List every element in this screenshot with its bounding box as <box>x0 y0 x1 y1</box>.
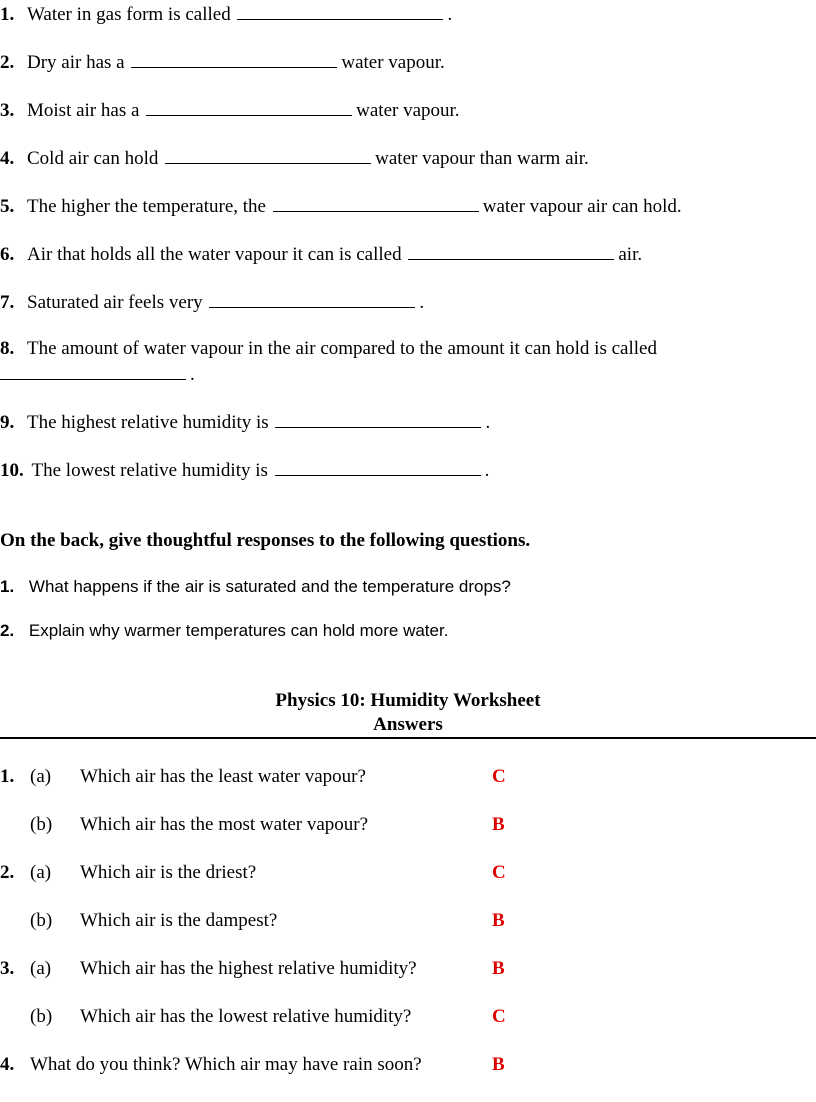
answer-value: B <box>492 814 505 835</box>
answer-blank[interactable] <box>209 290 415 308</box>
answer-question: Which air has the highest relative humidity? <box>80 958 417 979</box>
question-number: 7. <box>0 292 15 313</box>
answer-part: (b) <box>30 814 53 835</box>
answer-blank[interactable] <box>275 458 481 476</box>
question-number: 2. <box>0 621 15 640</box>
back-question-2 <box>0 621 448 641</box>
answer-blank[interactable] <box>0 362 186 380</box>
question-suffix: water vapour than warm air. <box>375 148 589 169</box>
question-number: 1. <box>0 4 15 25</box>
question-number: 2. <box>0 52 15 73</box>
answer-value: B <box>492 910 505 931</box>
question-number: 5. <box>0 196 15 217</box>
answer-value: B <box>492 1054 505 1075</box>
question-3 <box>0 98 460 122</box>
question-suffix: air. <box>618 244 643 265</box>
answer-number: 3. <box>0 958 15 979</box>
question-text: Moist air has a <box>27 100 140 121</box>
question-suffix: water vapour air can hold. <box>482 196 682 217</box>
answer-blank[interactable] <box>273 194 479 212</box>
back-question-1 <box>0 577 511 597</box>
question-number: 3. <box>0 100 15 121</box>
answer-question: Which air has the most water vapour? <box>80 814 369 835</box>
question-text: Dry air has a <box>27 52 125 73</box>
question-text: Air that holds all the water vapour it can is called <box>27 244 402 265</box>
answer-blank[interactable] <box>165 146 371 164</box>
answer-question: Which air has the lowest relative humidity? <box>80 1006 412 1027</box>
question-number: 6. <box>0 244 15 265</box>
question-text: Cold air can hold <box>27 148 159 169</box>
back-heading: On the back, give thoughtful responses to the following questions. <box>0 530 531 551</box>
answer-number: 1. <box>0 766 15 787</box>
question-9 <box>0 410 490 434</box>
answer-row <box>0 1054 505 1076</box>
answer-value: B <box>492 958 505 979</box>
question-text: The higher the temperature, the <box>27 196 266 217</box>
question-number: 10. <box>0 460 24 481</box>
answer-row <box>0 910 505 932</box>
question-text: Explain why warmer temperatures can hold more water. <box>28 621 449 640</box>
answer-number: 4. <box>0 1054 15 1075</box>
answer-part: (a) <box>30 766 52 787</box>
answer-row <box>0 814 505 836</box>
question-suffix: . <box>447 4 453 25</box>
answer-question: Which air is the driest? <box>80 862 257 883</box>
question-text: What happens if the air is saturated and the temperature drops? <box>28 577 511 596</box>
answer-row <box>0 766 506 788</box>
question-text: The lowest relative humidity is <box>31 460 268 481</box>
question-number: 4. <box>0 148 15 169</box>
answer-part: (a) <box>30 862 52 883</box>
question-6 <box>0 242 642 266</box>
question-text: The amount of water vapour in the air compared to the amount it can hold is called <box>27 338 657 359</box>
question-suffix: . <box>485 412 491 433</box>
question-10 <box>0 458 489 482</box>
question-text: Water in gas form is called <box>27 4 231 25</box>
answer-question: What do you think? Which air may have rain soon? <box>30 1054 422 1075</box>
question-7 <box>0 290 424 314</box>
answer-number: 2. <box>0 862 15 883</box>
answer-value: C <box>492 766 506 787</box>
question-suffix: water vapour. <box>356 100 460 121</box>
question-suffix: . <box>484 460 490 481</box>
question-number: 1. <box>0 577 15 596</box>
question-suffix: water vapour. <box>341 52 445 73</box>
answer-blank[interactable] <box>146 98 352 116</box>
answer-part: (a) <box>30 958 52 979</box>
question-4 <box>0 146 589 170</box>
answer-part: (b) <box>30 910 53 931</box>
answer-blank[interactable] <box>408 242 614 260</box>
answer-blank[interactable] <box>237 2 443 20</box>
answer-question: Which air has the least water vapour? <box>80 766 366 787</box>
question-1 <box>0 2 452 26</box>
question-8-blank-line <box>0 362 195 386</box>
question-text: The highest relative humidity is <box>27 412 269 433</box>
page-title: Physics 10: Humidity Worksheet <box>275 690 541 711</box>
question-text: Saturated air feels very <box>27 292 203 313</box>
answer-question: Which air is the dampest? <box>80 910 278 931</box>
answer-blank[interactable] <box>131 50 337 68</box>
answer-value: C <box>492 862 506 883</box>
divider <box>0 737 816 739</box>
page-subtitle: Answers <box>373 714 443 735</box>
answer-value: C <box>492 1006 506 1027</box>
question-number: 9. <box>0 412 15 433</box>
question-number: 8. <box>0 338 15 359</box>
answer-row <box>0 862 506 884</box>
question-8 <box>0 338 657 360</box>
question-suffix: . <box>419 292 425 313</box>
answer-part: (b) <box>30 1006 53 1027</box>
answer-row <box>0 1006 506 1028</box>
question-suffix: . <box>190 364 195 385</box>
answer-blank[interactable] <box>275 410 481 428</box>
question-5 <box>0 194 682 218</box>
answer-row <box>0 958 505 980</box>
question-2 <box>0 50 445 74</box>
